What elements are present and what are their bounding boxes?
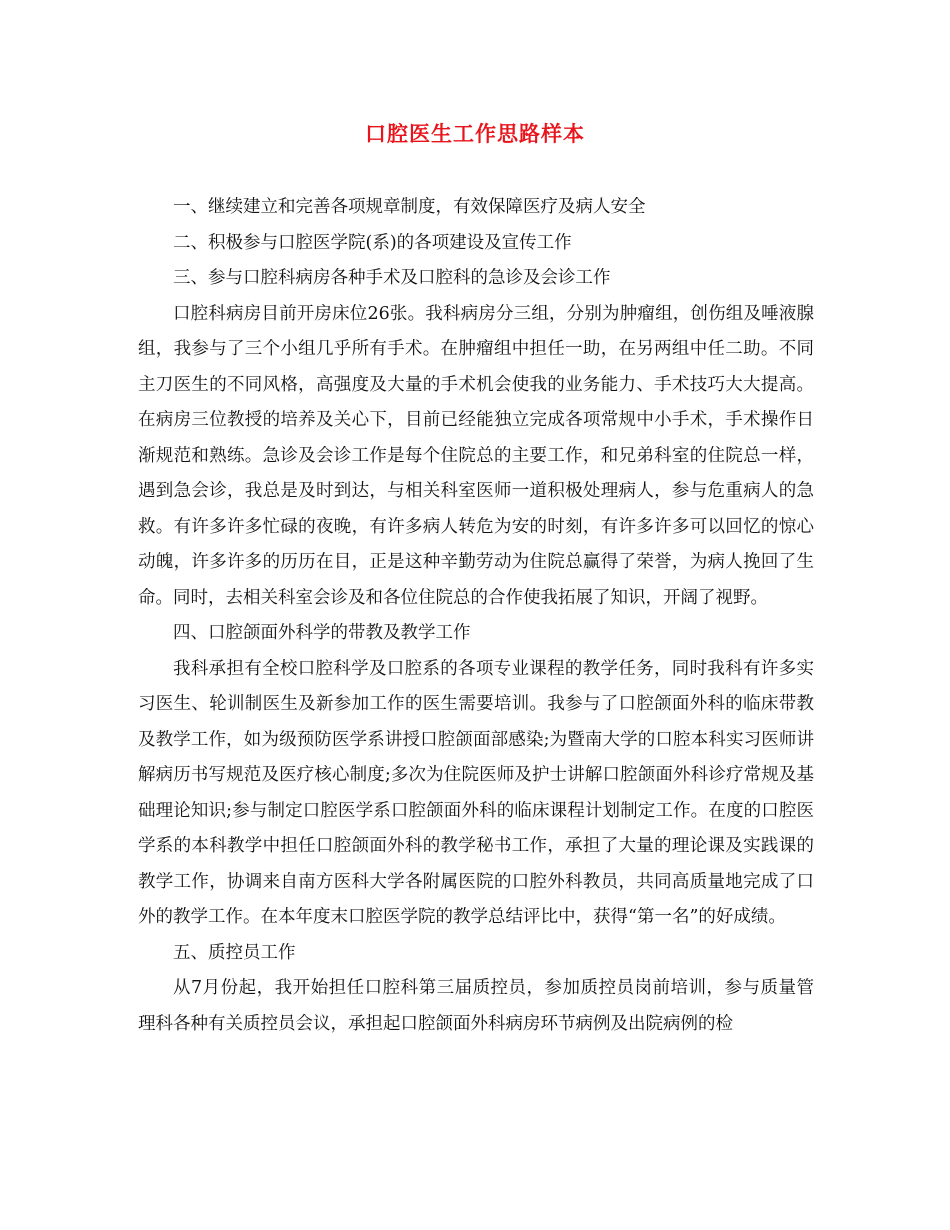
section-heading-3: 三、参与口腔科病房各种手术及口腔科的急诊及会诊工作 — [173, 268, 611, 288]
body-paragraph-teaching-work: 我科承担有全校口腔科学及口腔系的各项专业课程的教学任务，同时我科有许多实习医生、轮训制医生及新参加工作的医生需要培训。我参与了口腔颌面外科的临床带教及教学工作，如为级预防医学系讲授口腔颌面部感染;为暨南大学的口腔本科实习医师讲解病历书写规范及医疗核心制度;多次为住院医师及护士讲解口腔颌面外科诊疗常规及基础理论知识;参与制定口腔医学系口腔颌面外科的临床课程计划制定工作。在度的口腔医学系的本科教学中担任口腔颌面外科的教学秘书工作，承担了大量的理论课及实践课的教学工作，协调来自南方医科大学各附属医院的口腔外科教员，共同高质量地完成了口外的教学工作。在本年度末口腔医学院的教学总结评比中，获得“第一名”的好成绩。 — [138, 658, 814, 927]
document-body — [138, 190, 814, 1042]
section-heading-2: 二、积极参与口腔医学院(系)的各项建设及宣传工作 — [173, 232, 572, 253]
body-paragraph-ward-work: 口腔科病房目前开房床位26张。我科病房分三组，分别为肿瘤组，创伤组及唾液腺组，我参与了三个小组几乎所有手术。在肿瘤组中担任一助，在另两组中任二助。不同主刀医生的不同风格，高强度及大量的手术机会使我的业务能力、手术技巧大大提高。在病房三位教授的培养及关心下，目前已经能独立完成各项常规中小手术，手术操作日渐规范和熟练。急诊及会诊工作是每个住院总的主要工作，和兄弟科室的住院总一样，遇到急会诊，我总是及时到达，与相关科室医师一道积极处理病人，参与危重病人的急救。有许多许多忙碌的夜晚，有许多病人转危为安的时刻，有许多许多可以回忆的惊心动魄，许多许多的历历在目，正是这种辛勤劳动为住院总赢得了荣誉，为病人挽回了生命。同时，去相关科室会诊及和各位住院总的合作使我拓展了知识，开阔了视野。 — [138, 303, 814, 608]
section-heading-4: 四、口腔颌面外科学的带教及教学工作 — [173, 623, 471, 643]
body-paragraph-quality-control: 从7月份起，我开始担任口腔科第三届质控员，参加质控员岗前培训，参与质量管理科各种有关质控员会议，承担起口腔颌面外科病房环节病例及出院病例的检 — [138, 978, 814, 1034]
document-title: 口腔医生工作思路样本 — [365, 121, 585, 146]
section-heading-1: 一、继续建立和完善各项规章制度，有效保障医疗及病人安全 — [173, 197, 646, 217]
section-heading-5: 五、质控员工作 — [173, 942, 296, 963]
